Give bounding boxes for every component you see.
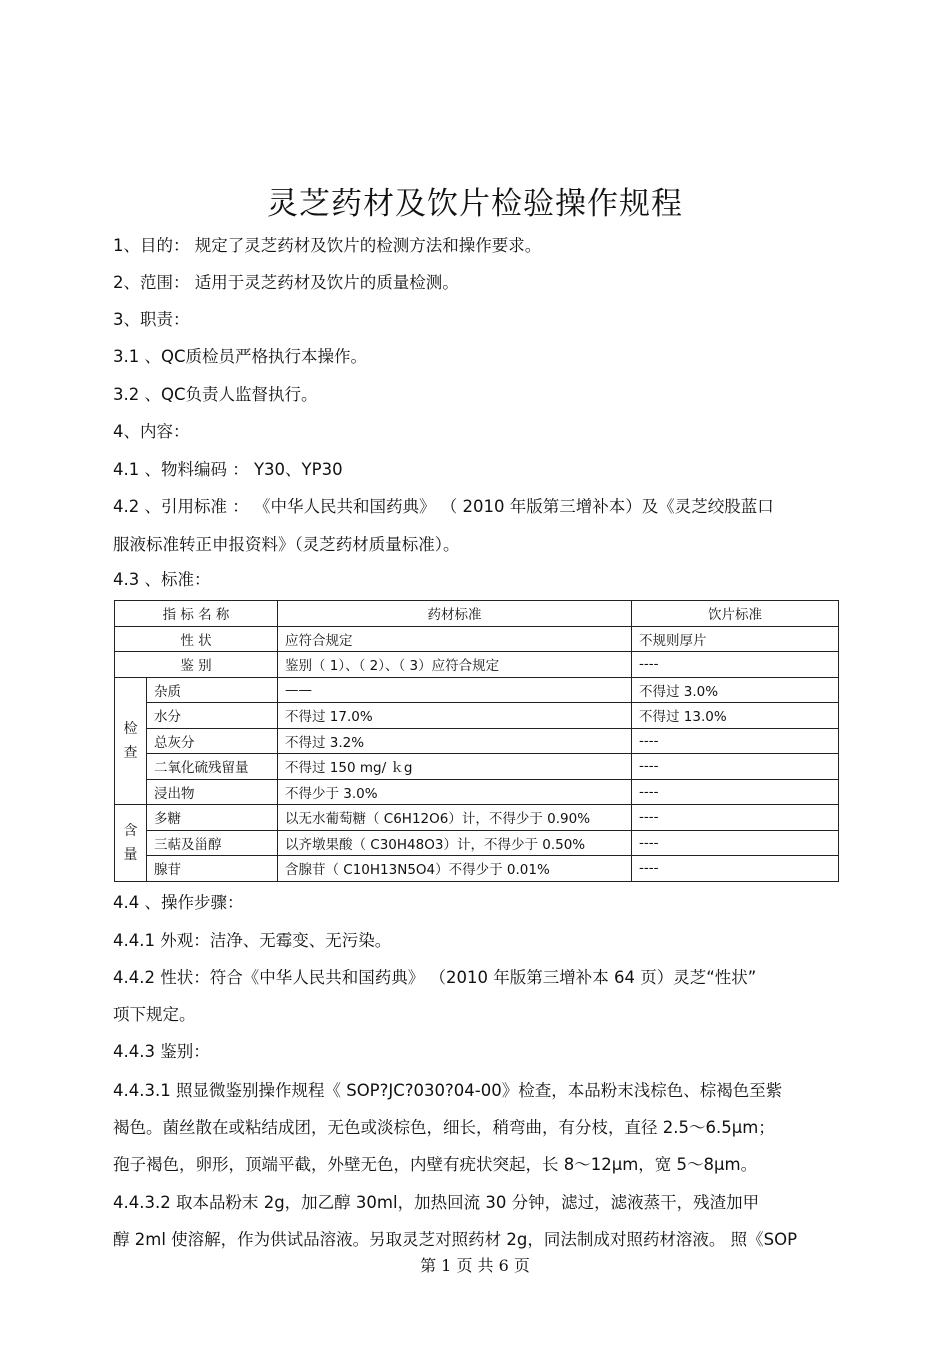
row-slice: 不得过 13.0% bbox=[632, 703, 839, 729]
table-row bbox=[115, 652, 839, 678]
table-row bbox=[115, 728, 839, 754]
row-slice: ---- bbox=[632, 830, 839, 856]
table-header-row bbox=[115, 601, 839, 627]
row-slice: ---- bbox=[632, 652, 839, 678]
paragraph: 褐色。菌丝散在或粘结成团，无色或淡棕色，细长，稍弯曲，有分枝，直径 2.5～6.5μm； bbox=[113, 1118, 775, 1137]
group-label-char: 含 bbox=[123, 822, 138, 839]
paragraph: 3.1 、QC质检员严格执行本操作。 bbox=[113, 347, 367, 366]
row-name: 水分 bbox=[147, 703, 278, 729]
group-label-content bbox=[115, 805, 147, 882]
row-name: 总灰分 bbox=[147, 728, 278, 754]
row-slice: 不规则厚片 bbox=[632, 626, 839, 652]
row-name: 鉴 别 bbox=[115, 652, 278, 678]
row-slice: 不得过 3.0% bbox=[632, 677, 839, 703]
page-footer: 第 1 页 共 6 页 bbox=[420, 1256, 530, 1275]
header-indicator: 指 标 名 称 bbox=[115, 601, 278, 627]
table-row bbox=[115, 626, 839, 652]
group-label-char: 检 bbox=[123, 720, 138, 737]
row-herb: 含腺苷（ C10H13N5O4）不得少于 0.01% bbox=[278, 856, 632, 882]
table-row bbox=[115, 754, 839, 780]
paragraph: 服液标准转正申报资料》（灵芝药材质量标准）。 bbox=[113, 535, 460, 554]
row-name: 浸出物 bbox=[147, 779, 278, 805]
row-slice: ---- bbox=[632, 779, 839, 805]
row-herb: 应符合规定 bbox=[278, 626, 632, 652]
standards-table bbox=[114, 600, 839, 882]
row-herb: 不得过 150 mg/ ｋg bbox=[278, 754, 632, 780]
paragraph: 4、内容： bbox=[113, 422, 190, 441]
row-name: 二氧化硫残留量 bbox=[147, 754, 278, 780]
row-name: 腺苷 bbox=[147, 856, 278, 882]
paragraph: 4.4.3.2 取本品粉末 2g，加乙醇 30ml，加热回流 30 分钟，滤过，滤液蒸干，残渣加甲 bbox=[113, 1193, 760, 1212]
row-slice: ---- bbox=[632, 728, 839, 754]
paragraph: 4.3 、标准： bbox=[113, 570, 211, 589]
row-slice: ---- bbox=[632, 856, 839, 882]
row-herb: 鉴别（ 1）、（ 2）、（ 3）应符合规定 bbox=[278, 652, 632, 678]
paragraph: 4.4 、操作步骤： bbox=[113, 893, 244, 912]
paragraph: 4.4.1 外观：洁净、无霉变、无污染。 bbox=[113, 931, 392, 950]
paragraph: 项下规定。 bbox=[113, 1005, 196, 1024]
row-name: 性 状 bbox=[115, 626, 278, 652]
row-name: 多糖 bbox=[147, 805, 278, 831]
paragraph: 醇 2ml 使溶解，作为供试品溶液。另取灵芝对照药材 2g，同法制成对照药材溶液。 照《SOP bbox=[113, 1230, 798, 1249]
table-row bbox=[115, 677, 839, 703]
table-row bbox=[115, 856, 839, 882]
paragraph: 2、范围： 适用于灵芝药材及饮片的质量检测。 bbox=[113, 273, 459, 292]
group-label-char: 量 bbox=[123, 846, 138, 863]
row-name: 杂质 bbox=[147, 677, 278, 703]
paragraph: 孢子褐色，卵形，顶端平截，外壁无色，内壁有疣状突起，长 8～12μm，宽 5～8μm。 bbox=[113, 1155, 758, 1174]
table-row bbox=[115, 830, 839, 856]
row-herb: 以无水葡萄糖（ C6H12O6）计，不得少于 0.90% bbox=[278, 805, 632, 831]
row-herb: —— bbox=[278, 677, 632, 703]
row-herb: 不得少于 3.0% bbox=[278, 779, 632, 805]
row-name: 三萜及甾醇 bbox=[147, 830, 278, 856]
paragraph: 4.4.3.1 照显微鉴别操作规程《 SOP?JC?030?04-00》检查，本品粉末浅棕色、棕褐色至紫 bbox=[113, 1081, 783, 1100]
table-row bbox=[115, 779, 839, 805]
group-label-check bbox=[115, 677, 147, 805]
paragraph: 4.4.2 性状：符合《中华人民共和国药典》 （2010 年版第三增补本 64 页）灵芝“性状” bbox=[113, 968, 757, 987]
row-herb: 以齐墩果酸（ C30H48O3）计，不得少于 0.50% bbox=[278, 830, 632, 856]
paragraph: 4.2 、引用标准 ： 《中华人民共和国药典》 （ 2010 年版第三增补本）及《灵芝绞股蓝口 bbox=[113, 497, 774, 516]
header-slice-standard: 饮片标准 bbox=[632, 601, 839, 627]
table-row bbox=[115, 703, 839, 729]
paragraph: 4.4.3 鉴别： bbox=[113, 1042, 210, 1061]
group-label-char: 查 bbox=[123, 744, 138, 761]
paragraph: 3.2 、QC负责人监督执行。 bbox=[113, 385, 318, 404]
row-slice: ---- bbox=[632, 754, 839, 780]
paragraph: 4.1 、物料编码 ： Y30、YP30 bbox=[113, 460, 343, 479]
row-slice: ---- bbox=[632, 805, 839, 831]
header-herb-standard: 药材标准 bbox=[278, 601, 632, 627]
table-row bbox=[115, 805, 839, 831]
paragraph: 3、职责： bbox=[113, 310, 190, 329]
row-herb: 不得过 17.0% bbox=[278, 703, 632, 729]
page-title: 灵芝药材及饮片检验操作规程 bbox=[267, 186, 683, 222]
paragraph: 1、目的： 规定了灵芝药材及饮片的检测方法和操作要求。 bbox=[113, 236, 542, 255]
row-herb: 不得过 3.2% bbox=[278, 728, 632, 754]
